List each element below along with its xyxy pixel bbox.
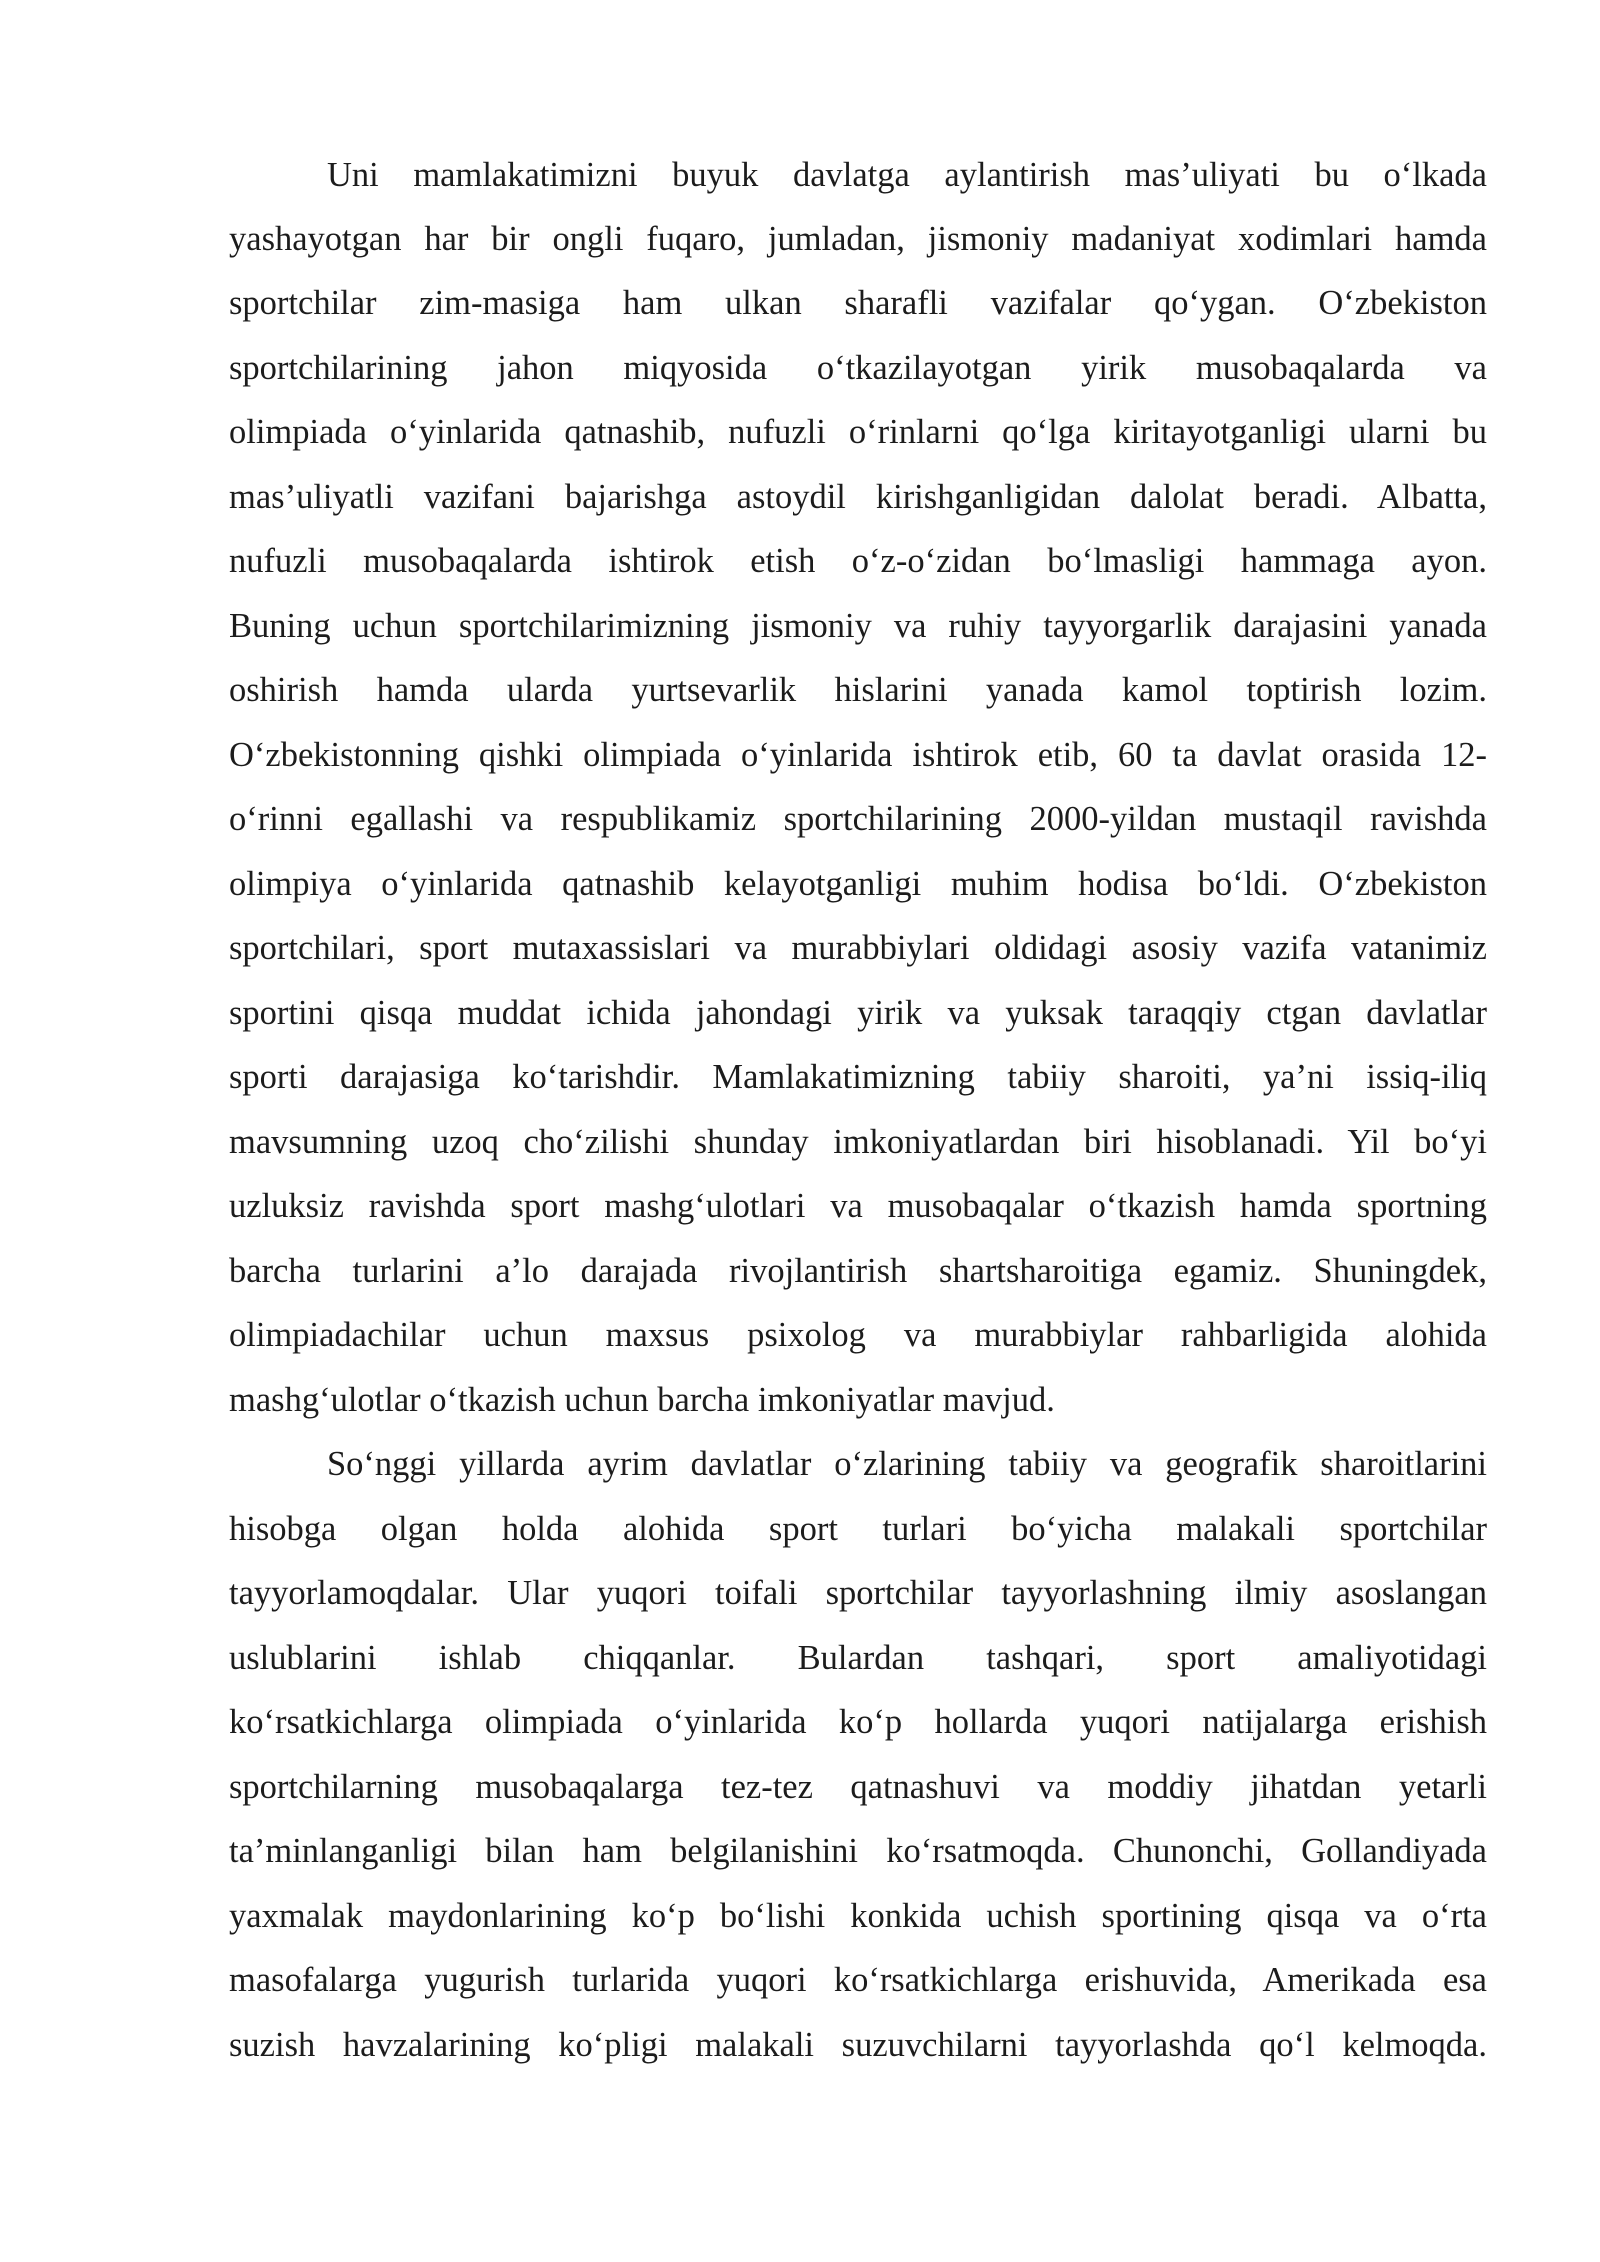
- paragraph-2-line-8: yaxmalak maydonlarining ko‘p bo‘lishi konkida uchish sportining qisqa va o‘rta: [229, 1897, 1487, 1935]
- paragraph-2-line-5: ko‘rsatkichlarga olimpiada o‘yinlarida ko‘p hollarda yuqori natijalarga erishish: [229, 1703, 1487, 1741]
- paragraph-1-line-2: yashayotgan har bir ongli fuqaro, jumladan, jismoniy madaniyat xodimlari hamda: [229, 220, 1487, 258]
- paragraph-1-line-12: olimpiya o‘yinlarida qatnashib kelayotganligi muhim hodisa bo‘ldi. O‘zbekiston: [229, 865, 1487, 903]
- paragraph-2-line-1: So‘nggi yillarda ayrim davlatlar o‘zlarining tabiiy va geografik sharoitlarini: [327, 1445, 1487, 1483]
- paragraph-1-line-19: olimpiadachilar uchun maxsus psixolog va murabbiylar rahbarligida alohida: [229, 1316, 1487, 1354]
- paragraph-1-line-18: barcha turlarini a’lo darajada rivojlantirish shartsharoitiga egamiz. Shuningdek,: [229, 1252, 1487, 1290]
- paragraph-1-line-3: sportchilar zim-masiga ham ulkan sharafli vazifalar qo‘ygan. O‘zbekiston: [229, 284, 1487, 322]
- paragraph-2-line-4: uslublarini ishlab chiqqanlar. Bulardan tashqari, sport amaliyotidagi: [229, 1639, 1487, 1677]
- paragraph-1-line-16: mavsumning uzoq cho‘zilishi shunday imkoniyatlardan biri hisoblanadi. Yil bo‘yi: [229, 1123, 1487, 1161]
- paragraph-2-line-3: tayyorlamoqdalar. Ular yuqori toifali sportchilar tayyorlashning ilmiy asoslangan: [229, 1574, 1487, 1612]
- paragraph-1-line-8: Buning uchun sportchilarimizning jismoniy va ruhiy tayyorgarlik darajasini yanada: [229, 607, 1487, 645]
- paragraph-1-line-6: mas’uliyatli vazifani bajarishga astoydil kirishganligidan dalolat beradi. Albatta,: [229, 478, 1487, 516]
- paragraph-1-line-4: sportchilarining jahon miqyosida o‘tkazilayotgan yirik musobaqalarda va: [229, 349, 1487, 387]
- paragraph-2-line-9: masofalarga yugurish turlarida yuqori ko‘rsatkichlarga erishuvida, Amerikada esa: [229, 1961, 1487, 1999]
- paragraph-1-line-13: sportchilari, sport mutaxassislari va murabbiylari oldidagi asosiy vazifa vatanimiz: [229, 929, 1487, 967]
- paragraph-1-line-9: oshirish hamda ularda yurtsevarlik hislarini yanada kamol toptirish lozim.: [229, 671, 1487, 709]
- paragraph-1-line-17: uzluksiz ravishda sport mashg‘ulotlari va musobaqalar o‘tkazish hamda sportning: [229, 1187, 1487, 1225]
- paragraph-2-line-6: sportchilarning musobaqalarga tez-tez qatnashuvi va moddiy jihatdan yetarli: [229, 1768, 1487, 1806]
- paragraph-1-line-1: Uni mamlakatimizni buyuk davlatga aylantirish mas’uliyati bu o‘lkada: [327, 156, 1487, 194]
- paragraph-2-line-7: ta’minlanganligi bilan ham belgilanishini ko‘rsatmoqda. Chunonchi, Gollandiyada: [229, 1832, 1487, 1870]
- paragraph-2-line-10: suzish havzalarining ko‘pligi malakali suzuvchilarni tayyorlashda qo‘l kelmoqda.: [229, 2026, 1487, 2064]
- paragraph-1-line-14: sportini qisqa muddat ichida jahondagi yirik va yuksak taraqqiy ctgan davlatlar: [229, 994, 1487, 1032]
- paragraph-1-line-15: sporti darajasiga ko‘tarishdir. Mamlakatimizning tabiiy sharoiti, ya’ni issiq-iliq: [229, 1058, 1487, 1096]
- paragraph-1-line-5: olimpiada o‘yinlarida qatnashib, nufuzli o‘rinlarni qo‘lga kiritayotganligi ularni bu: [229, 413, 1487, 451]
- paragraph-2-line-2: hisobga olgan holda alohida sport turlari bo‘yicha malakali sportchilar: [229, 1510, 1487, 1548]
- paragraph-1-line-20: mashg‘ulotlar o‘tkazish uchun barcha imkoniyatlar mavjud.: [229, 1381, 1055, 1419]
- paragraph-1-line-10: O‘zbekistonning qishki olimpiada o‘yinlarida ishtirok etib, 60 ta davlat orasida 12-: [229, 736, 1487, 774]
- paragraph-1-line-7: nufuzli musobaqalarda ishtirok etish o‘z-o‘zidan bo‘lmasligi hammaga ayon.: [229, 542, 1487, 580]
- paragraph-1-line-11: o‘rinni egallashi va respublikamiz sportchilarining 2000-yildan mustaqil ravishda: [229, 800, 1487, 838]
